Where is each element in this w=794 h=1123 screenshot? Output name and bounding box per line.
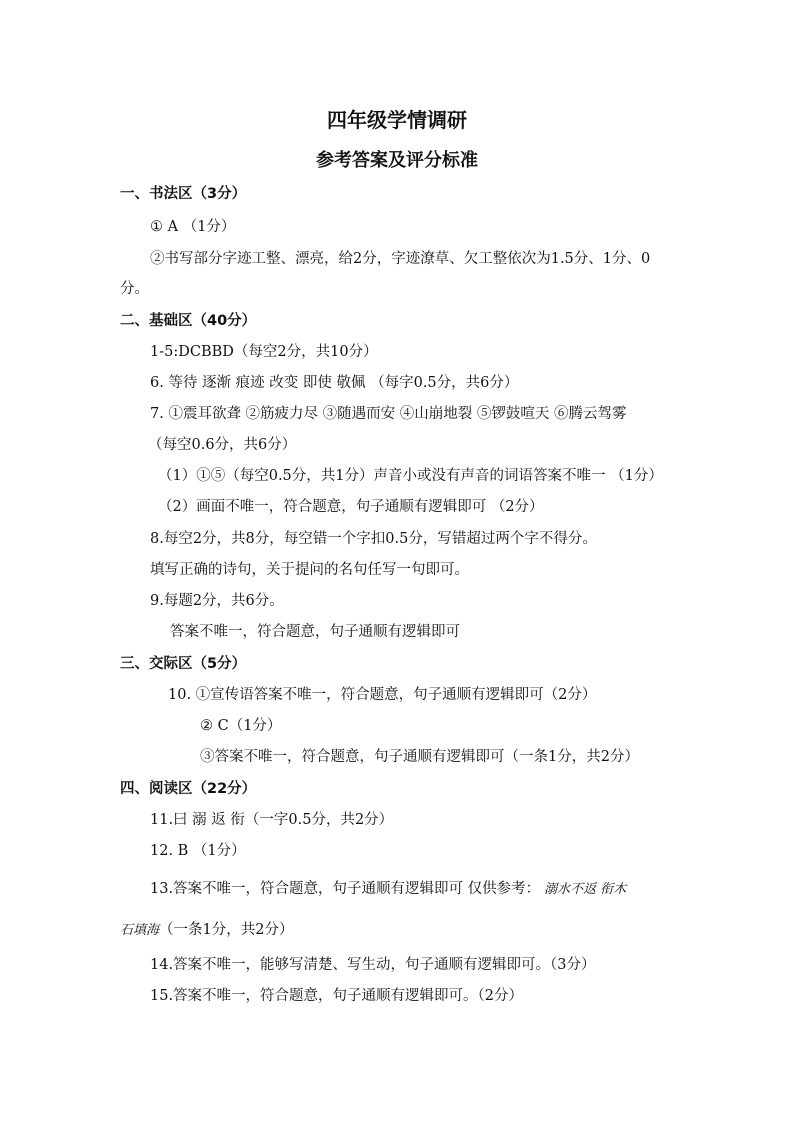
- answer-line: 答案不唯一，符合题意，句子通顺有逻辑即可: [170, 624, 460, 640]
- answer-line: ② C（1分）: [200, 718, 282, 734]
- answer-line: ②书写部分字迹工整、漂亮，给2分，字迹潦草、欠工整依次为1.5分、1分、0: [150, 251, 651, 267]
- reference-answer: 溺水不返 衔木: [544, 882, 627, 897]
- document-subtitle: 参考答案及评分标准: [316, 150, 478, 171]
- answer-line: [150, 880, 626, 899]
- answer-line: 填写正确的诗句，关于提问的名句任写一句即可。: [150, 562, 469, 578]
- answer-line: [120, 921, 293, 940]
- answer-line: 10. ①宣传语答案不唯一，符合题意，句子通顺有逻辑即可（2分）: [168, 687, 597, 703]
- answer-line: 9.每题2分，共6分。: [150, 593, 284, 609]
- answer-line: （1）①⑤（每空0.5分，共1分）声音小或没有声音的词语答案不唯一 （1分）: [158, 468, 663, 484]
- answer-line: 8.每空2分，共8分，每空错一个字扣0.5分，写错超过两个字不得分。: [150, 531, 597, 547]
- answer-line: 7. ①震耳欲聋 ②筋疲力尽 ③随遇而安 ④山崩地裂 ⑤锣鼓喧天 ⑥腾云驾雾: [150, 406, 627, 422]
- answer-line: （2）画面不唯一，符合题意，句子通顺有逻辑即可 （2分）: [158, 499, 544, 515]
- section-heading-communication: 三、交际区（5分）: [120, 656, 247, 672]
- answer-line: 分。: [120, 281, 149, 297]
- reference-answer: 石填海: [120, 923, 160, 938]
- section-heading-reading: 四、阅读区（22分）: [120, 781, 257, 797]
- section-heading-calligraphy: 一、书法区（3分）: [120, 186, 247, 202]
- answer-line: ① A （1分）: [150, 219, 236, 235]
- document-title: 四年级学情调研: [327, 108, 467, 132]
- answer-line: 1-5:DCBBD（每空2分，共10分）: [150, 344, 378, 360]
- section-heading-basics: 二、基础区（40分）: [120, 313, 257, 329]
- answer-text: （一条1分，共2分）: [159, 922, 294, 938]
- answer-text: 13.答案不唯一，符合题意，句子通顺有逻辑即可 仅供参考：: [150, 881, 541, 897]
- answer-line: （每空0.6分，共6分）: [148, 437, 297, 453]
- answer-line: 11.曰 溺 返 衔（一字0.5分，共2分）: [150, 812, 394, 828]
- answer-line: 12. B （1分）: [150, 843, 246, 859]
- answer-line: 14.答案不唯一，能够写清楚、写生动，句子通顺有逻辑即可。（3分）: [150, 957, 596, 973]
- answer-line: 6. 等待 逐渐 痕迹 改变 即使 敬佩 （每字0.5分，共6分）: [150, 375, 519, 391]
- answer-line: 15.答案不唯一，符合题意，句子通顺有逻辑即可。（2分）: [150, 988, 524, 1004]
- answer-line: ③答案不唯一，符合题意，句子通顺有逻辑即可（一条1分，共2分）: [200, 749, 639, 765]
